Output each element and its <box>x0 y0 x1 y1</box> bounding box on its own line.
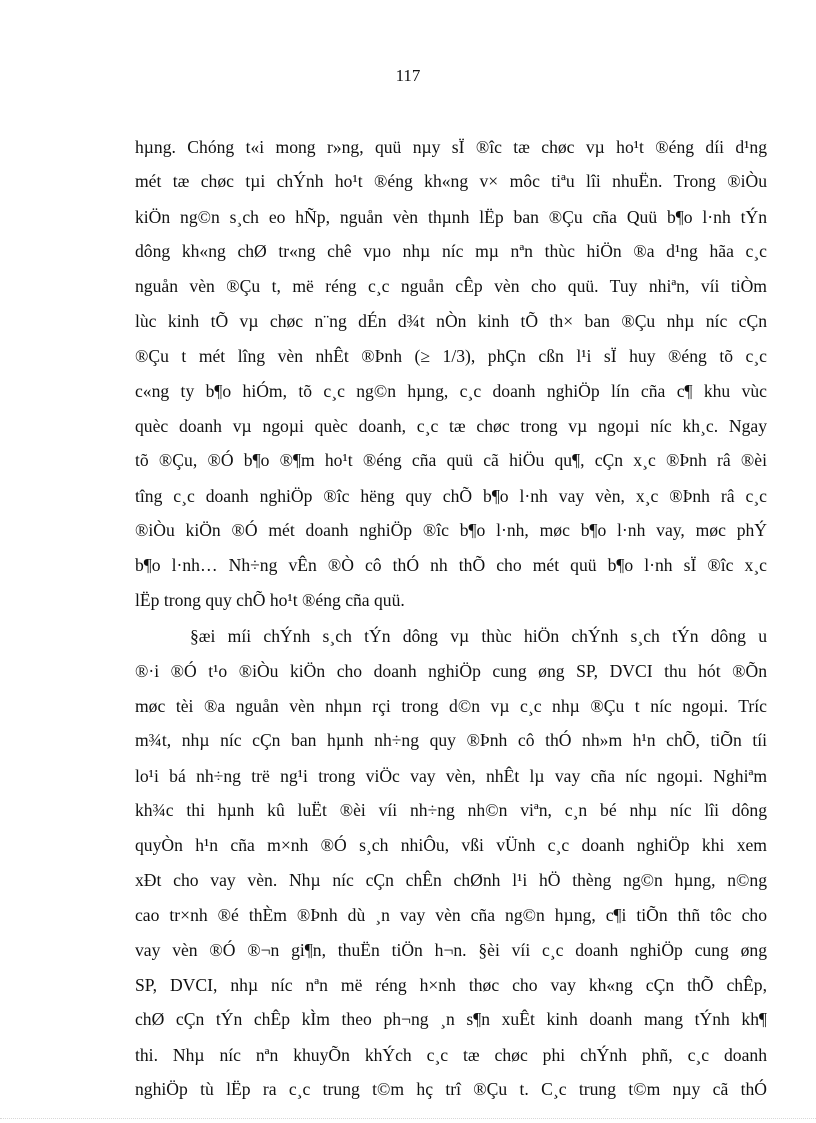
text-line: thi. Nhµ níc nªn khuyÕn khÝch c¸c tæ chøc phi chÝnh phñ, c¸c doanh <box>135 1045 767 1065</box>
footer-divider <box>0 1118 816 1119</box>
text-line: nghiÖp tù lËp ra c¸c trung t©m hç trî ®Çu t. C¸c trung t©m nµy cã thÓ <box>135 1079 767 1099</box>
text-line: kiÖn ng©n s¸ch eo hÑp, nguån vèn thµnh lËp ban ®Çu cña Quü b¶o l·nh tÝn <box>135 207 767 227</box>
text-line: lùc kinh tÕ vµ chøc n¨ng dÉn d¾t nÒn kinh tÕ th× ban ®Çu nhµ níc cÇn <box>135 311 767 331</box>
text-line: chØ cÇn tÝn chÊp kÌm theo ph¬ng ¸n s¶n xuÊt kinh doanh mang tÝnh kh¶ <box>135 1009 767 1029</box>
text-line: cao tr×nh ®é thÈm ®Þnh dù ¸n vay vèn cña ng©n hµng, c¶i tiÕn thñ tôc cho <box>135 905 767 925</box>
text-line: ®Çu t mét lîng vèn nhÊt ®Þnh (≥ 1/3), phÇn cßn l¹i sÏ huy ®éng tõ c¸c <box>135 346 767 366</box>
text-line: tõ ®Çu, ®Ó b¶o ®¶m ho¹t ®éng cña quü cã hiÖu qu¶, cÇn x¸c ®Þnh râ ®èi <box>135 450 767 470</box>
text-line: lËp trong quy chÕ ho¹t ®éng cña quü. <box>135 590 405 610</box>
text-line: m¾t, nhµ níc cÇn ban hµnh nh÷ng quy ®Þnh cô thÓ nh»m h¹n chÕ, tiÕn tíi <box>135 730 767 750</box>
text-line: quèc doanh vµ ngoµi quèc doanh, c¸c tæ chøc trong vµ ngoµi níc kh¸c. Ngay <box>135 416 767 436</box>
text-line: c«ng ty b¶o hiÓm, tõ c¸c ng©n hµng, c¸c doanh nghiÖp lín cña c¶ khu vùc <box>135 381 767 401</box>
page-number: 117 <box>395 66 421 85</box>
text-line: tîng c¸c doanh nghiÖp ®îc hëng quy chÕ b¶o l·nh vay vèn, x¸c ®Þnh râ c¸c <box>135 486 767 506</box>
text-line: lo¹i bá nh÷ng trë ng¹i trong viÖc vay vèn, nhÊt lµ vay cña níc ngoµi. Nghiªm <box>135 766 767 786</box>
text-line: quyÒn h¹n cña m×nh ®Ó s¸ch nhiÔu, vßi vÜnh c¸c doanh nghiÖp khi xem <box>135 835 767 855</box>
text-line: dông kh«ng chØ tr«ng chê vµo nhµ níc mµ nªn thùc hiÖn ®a d¹ng hãa c¸c <box>135 241 767 261</box>
text-line: xÐt cho vay vèn. Nhµ níc cÇn chÊn chØnh l¹i hÖ thèng ng©n hµng, n©ng <box>135 870 767 890</box>
text-line: §æi míi chÝnh s¸ch tÝn dông vµ thùc hiÖn chÝnh s¸ch tÝn dông u <box>190 626 767 646</box>
text-line: møc tèi ®a nguån vèn nhµn rçi trong d©n vµ c¸c nhµ ®Çu t níc ngoµi. Tríc <box>135 696 767 716</box>
text-line: hµng. Chóng t«i mong r»ng, quü nµy sÏ ®îc tæ chøc vµ ho¹t ®éng díi d¹ng <box>135 137 767 157</box>
text-line: b¶o l·nh… Nh÷ng vÊn ®Ò cô thÓ nh thÕ cho mét quü b¶o l·nh sÏ ®îc x¸c <box>135 555 767 575</box>
text-line: ®iÒu kiÖn ®Ó mét doanh nghiÖp ®îc b¶o l·nh, møc b¶o l·nh vay, møc phÝ <box>135 520 767 540</box>
text-line: vay vèn ®Ó ®¬n gi¶n, thuËn tiÖn h¬n. §èi víi c¸c doanh nghiÖp cung øng <box>135 940 767 960</box>
text-line: SP, DVCI, nhµ níc nªn më réng h×nh thøc cho vay kh«ng cÇn thÕ chÊp, <box>135 975 767 995</box>
text-line: ®·i ®Ó t¹o ®iÒu kiÖn cho doanh nghiÖp cung øng SP, DVCI thu hót ®Õn <box>135 661 767 681</box>
text-line: mét tæ chøc tµi chÝnh ho¹t ®éng kh«ng v× môc tiªu lîi nhuËn. Trong ®iÒu <box>135 171 767 191</box>
text-line: kh¾c thi hµnh kû luËt ®èi víi nh÷ng nh©n viªn, c¸n bé nhµ níc lîi dông <box>135 800 767 820</box>
text-line: nguån vèn ®Çu t, më réng c¸c nguån cÊp vèn cho quü. Tuy nhiªn, víi tiÒm <box>135 276 767 296</box>
